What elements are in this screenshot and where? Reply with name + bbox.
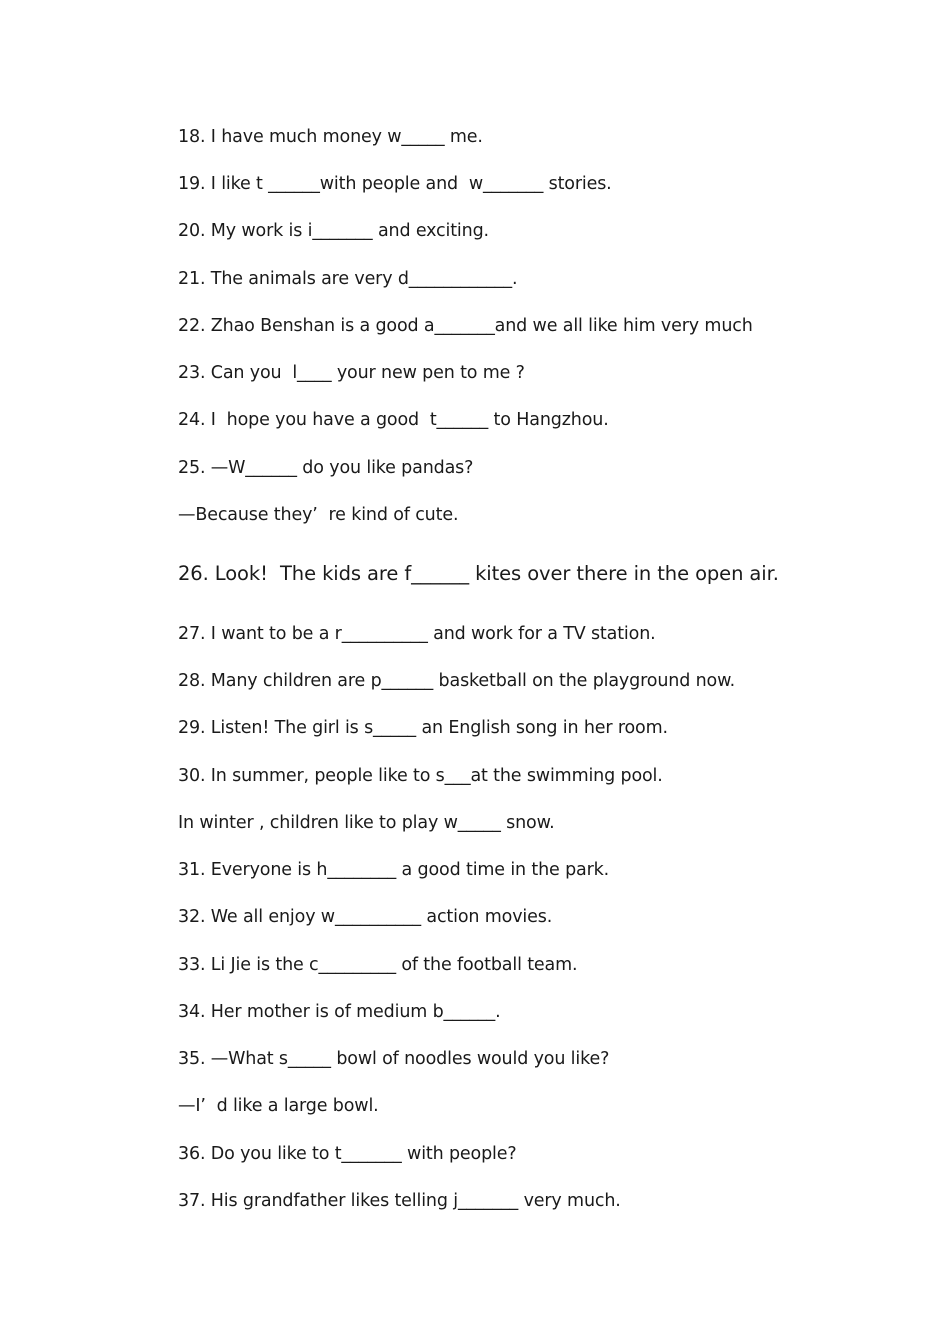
- exercise-line: 23. Can you l____ your new pen to me ?: [178, 363, 525, 383]
- exercise-line: 29. Listen! The girl is s_____ an English song in her room.: [178, 718, 668, 738]
- exercise-line: 33. Li Jie is the c_________ of the football team.: [178, 955, 578, 975]
- exercise-line: 37. His grandfather likes telling j_______ very much.: [178, 1191, 621, 1211]
- exercise-line: In winter , children like to play w_____ snow.: [178, 813, 555, 833]
- exercise-line: 25. —W______ do you like pandas?: [178, 458, 474, 478]
- exercise-line: 21. The animals are very d____________.: [178, 269, 518, 289]
- exercise-line: 19. I like t ______with people and w_______ stories.: [178, 174, 612, 194]
- exercise-line: —Because they’ re kind of cute.: [178, 505, 459, 525]
- exercise-line: 24. I hope you have a good t______ to Hangzhou.: [178, 410, 609, 430]
- exercise-line: —I’ d like a large bowl.: [178, 1096, 379, 1116]
- exercise-line: 34. Her mother is of medium b______.: [178, 1002, 501, 1022]
- exercise-line: 31. Everyone is h________ a good time in the park.: [178, 860, 610, 880]
- exercise-line: 32. We all enjoy w__________ action movies.: [178, 907, 553, 927]
- exercise-line: 27. I want to be a r__________ and work for a TV station.: [178, 624, 656, 644]
- exercise-line: 35. —What s_____ bowl of noodles would you like?: [178, 1049, 610, 1069]
- exercise-line: 28. Many children are p______ basketball on the playground now.: [178, 671, 736, 691]
- exercise-line: 22. Zhao Benshan is a good a_______and we all like him very much: [178, 316, 753, 336]
- exercise-line: 18. I have much money w_____ me.: [178, 127, 483, 147]
- exercise-line: 26. Look! The kids are f______ kites over there in the open air.: [178, 562, 779, 585]
- exercise-line: 30. In summer, people like to s___at the swimming pool.: [178, 766, 663, 786]
- exercise-line: 36. Do you like to t_______ with people?: [178, 1144, 517, 1164]
- exercise-line: 20. My work is i_______ and exciting.: [178, 221, 489, 241]
